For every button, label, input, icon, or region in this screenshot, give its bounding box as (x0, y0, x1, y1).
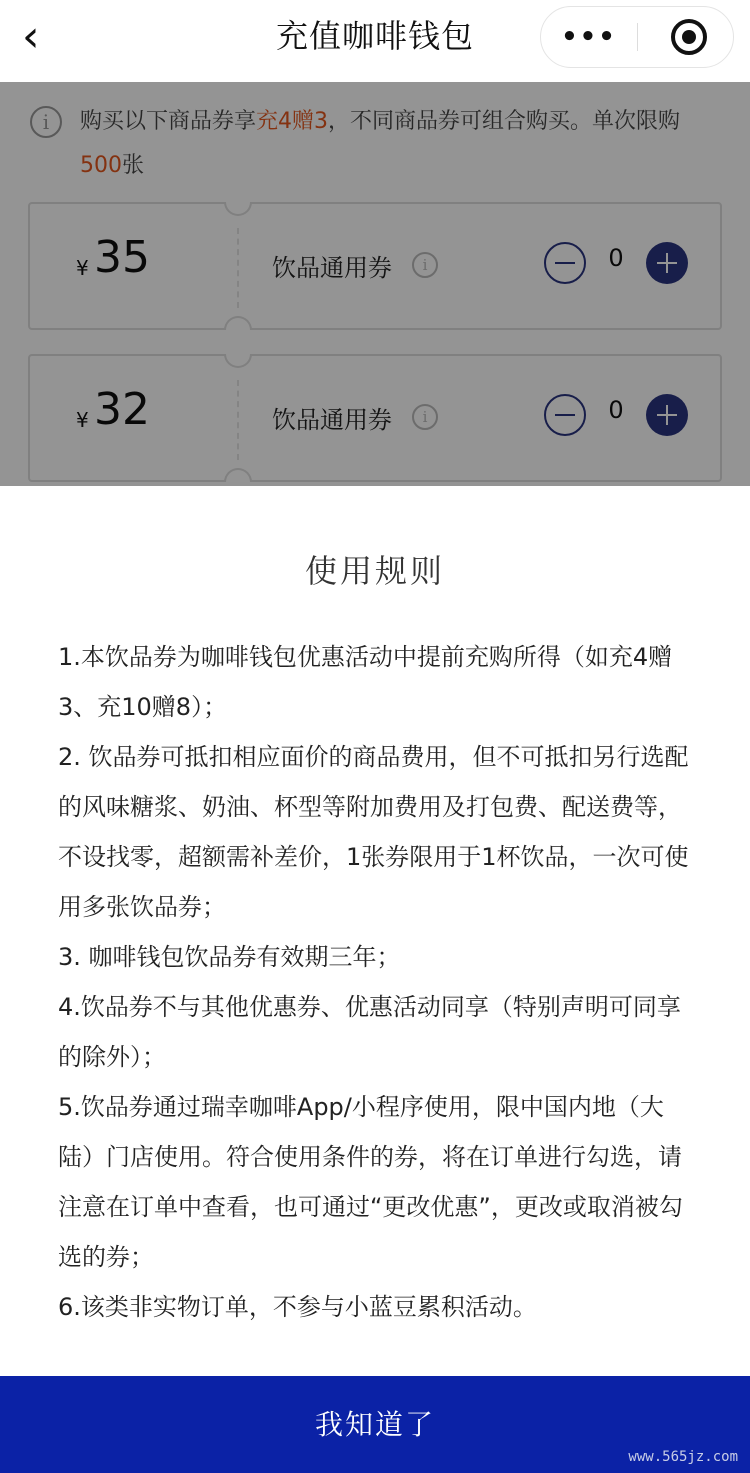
notice-text-after: 张 (122, 153, 145, 178)
more-dots-icon[interactable]: ••• (561, 22, 617, 52)
rules-sheet (0, 486, 750, 1473)
notice-text-before: 购买以下商品券享 (80, 109, 257, 134)
rule-item: 1.本饮品券为咖啡钱包优惠活动中提前充购所得（如充4赠3、充10赠8）； (58, 643, 673, 721)
watermark: www.565jz.com (628, 1449, 738, 1465)
page-title: 充值咖啡钱包 (275, 17, 474, 55)
info-icon: i (30, 106, 62, 138)
currency-symbol: ¥ (76, 408, 89, 432)
record-circle-icon[interactable] (671, 19, 707, 55)
quantity-value: 0 (608, 396, 624, 424)
mini-program-capsule (540, 6, 734, 68)
rule-item: 4.饮品券不与其他优惠券、优惠活动同享（特别声明可同享的除外）； (58, 993, 681, 1071)
rule-item: 6.该类非实物订单，不参与小蓝豆累积活动。 (58, 1293, 537, 1321)
rule-item: 2. 饮品券可抵扣相应面价的商品费用，但不可抵扣另行选配的风味糖浆、奶油、杯型等附加费用及打包费、配送费等，不设找零，超额需补差价，1张券限用于1杯饮品，一次可使用多张饮品券； (58, 743, 689, 921)
notice-limit-highlight: 500 (80, 153, 122, 178)
rule-item: 3. 咖啡钱包饮品券有效期三年； (58, 943, 401, 971)
coupon-price: 32 (94, 384, 150, 435)
coupon-name: 饮品通用券 (272, 254, 392, 282)
capsule-divider (637, 23, 638, 51)
coupon-price: 35 (94, 232, 150, 283)
rules-title: 使用规则 (304, 552, 445, 590)
info-icon[interactable]: i (412, 404, 438, 430)
notice-text-middle: ，不同商品券可组合购买。单次限购 (328, 109, 681, 134)
notice-offer-highlight: 充4赠3 (256, 109, 329, 134)
confirm-button[interactable]: 我知道了 (0, 1376, 750, 1473)
rules-list (58, 632, 698, 1332)
chevron-left-icon[interactable]: ‹ (22, 11, 40, 62)
coupon-name: 饮品通用券 (272, 406, 392, 434)
modal-backdrop[interactable] (0, 82, 750, 486)
quantity-value: 0 (608, 244, 624, 272)
nav-bar (0, 0, 750, 82)
rule-item: 5.饮品券通过瑞幸咖啡App/小程序使用，限中国内地（大陆）门店使用。符合使用条件的券，将在订单进行勾选，请注意在订单中查看，也可通过“更改优惠”，更改或取消被勾选的券； (58, 1093, 683, 1271)
currency-symbol: ¥ (76, 256, 89, 280)
info-icon[interactable]: i (412, 252, 438, 278)
